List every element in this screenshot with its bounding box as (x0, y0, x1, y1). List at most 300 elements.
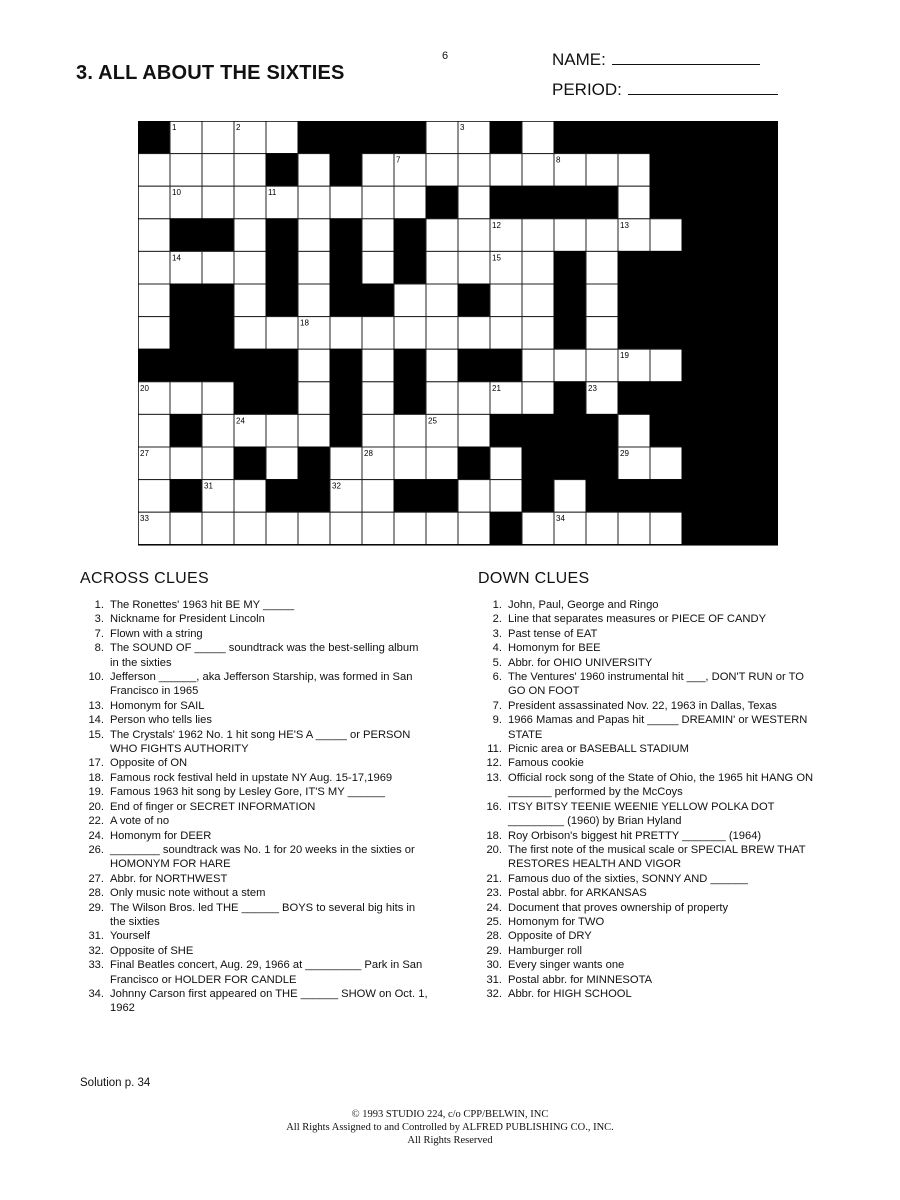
grid-cell[interactable] (522, 219, 554, 252)
grid-cell[interactable] (426, 121, 458, 154)
grid-block (650, 284, 682, 317)
clue-number: 2. (492, 613, 502, 626)
grid-block (554, 284, 586, 317)
grid-cell[interactable] (394, 284, 426, 317)
grid-cell[interactable] (266, 414, 298, 447)
clue-text: Hamburger roll (508, 944, 582, 957)
down-clue (478, 598, 818, 612)
across-clue (80, 958, 430, 987)
grid-cell[interactable] (330, 317, 362, 350)
grid-cell[interactable] (234, 251, 266, 284)
grid-block (554, 121, 586, 154)
grid-block (586, 414, 618, 447)
cell-number: 13 (620, 220, 629, 230)
grid-cell[interactable] (554, 219, 586, 252)
grid-cell[interactable] (170, 447, 202, 480)
across-clue (80, 598, 430, 612)
grid-cell[interactable] (586, 284, 618, 317)
grid-cell[interactable] (234, 284, 266, 317)
across-clue (80, 713, 430, 727)
grid-cell[interactable] (618, 414, 650, 447)
grid-cell[interactable] (586, 251, 618, 284)
clue-text: Johnny Carson first appeared on THE ______ SHOW on Oct. 1, 1962 (110, 987, 428, 1015)
across-clue (80, 670, 430, 699)
grid-block (234, 447, 266, 480)
grid-cell[interactable] (586, 219, 618, 252)
copyright-notice (0, 1108, 900, 1147)
grid-block (682, 219, 714, 252)
grid-cell[interactable] (650, 219, 682, 252)
grid-cell[interactable] (298, 186, 330, 219)
clue-text: End of finger or SECRET INFORMATION (110, 800, 316, 813)
grid-cell[interactable] (458, 512, 490, 545)
clue-number: 23. (486, 887, 502, 900)
clue-number: 9. (492, 714, 502, 727)
grid-cell[interactable] (426, 512, 458, 545)
down-clue (478, 656, 818, 670)
grid-cell[interactable] (298, 284, 330, 317)
grid-block (714, 154, 746, 187)
down-clue (478, 699, 818, 713)
grid-cell[interactable] (362, 219, 394, 252)
clue-text: Abbr. for NORTHWEST (110, 872, 228, 885)
grid-cell[interactable] (362, 251, 394, 284)
grid-cell[interactable] (138, 219, 170, 252)
grid-cell[interactable] (522, 512, 554, 545)
grid-cell[interactable] (426, 154, 458, 187)
across-clue (80, 829, 430, 843)
grid-cell[interactable] (394, 414, 426, 447)
grid-cell[interactable] (458, 480, 490, 513)
grid-block (458, 447, 490, 480)
grid-block (714, 382, 746, 415)
down-clue (478, 915, 818, 929)
grid-cell[interactable] (138, 414, 170, 447)
clue-number: 3. (94, 613, 104, 626)
down-clue-list (478, 598, 818, 1001)
grid-cell[interactable] (394, 512, 426, 545)
grid-block (234, 382, 266, 415)
grid-block (394, 251, 426, 284)
cell-number: 28 (364, 449, 373, 458)
grid-block (746, 186, 778, 219)
across-clue (80, 756, 430, 770)
down-clue (478, 771, 818, 800)
grid-block (170, 349, 202, 382)
grid-cell[interactable] (234, 219, 266, 252)
across-clue (80, 771, 430, 785)
grid-block (682, 447, 714, 480)
grid-cell[interactable] (362, 317, 394, 350)
grid-cell[interactable] (522, 349, 554, 382)
grid-block (714, 219, 746, 252)
clue-text: Official rock song of the State of Ohio, the 1965 hit HANG ON _______ performed by the McCoys (508, 771, 814, 799)
grid-cell[interactable] (138, 317, 170, 350)
grid-cell[interactable] (586, 512, 618, 545)
cell-number: 34 (556, 514, 565, 524)
grid-cell[interactable] (586, 349, 618, 382)
grid-block (170, 414, 202, 447)
grid-block (266, 349, 298, 382)
down-clue (478, 843, 818, 872)
grid-cell[interactable] (650, 349, 682, 382)
clue-number: 20. (486, 843, 502, 856)
clue-number: 13. (88, 699, 104, 712)
name-field[interactable] (552, 50, 760, 70)
grid-block (586, 480, 618, 513)
clue-number: 29. (88, 901, 104, 914)
clue-text: Postal abbr. for ARKANSAS (508, 887, 647, 900)
grid-block (202, 219, 234, 252)
grid-cell[interactable] (362, 414, 394, 447)
grid-cell[interactable] (202, 251, 234, 284)
clue-text: Only music note without a stem (110, 887, 266, 900)
down-clue (478, 612, 818, 626)
clue-text: The first note of the musical scale or SPECIAL BREW THAT RESTORES HEALTH AND VIGOR (508, 843, 806, 871)
clue-number: 34. (88, 987, 104, 1000)
grid-cell[interactable] (554, 349, 586, 382)
grid-block (554, 317, 586, 350)
clue-number: 25. (486, 915, 502, 928)
cell-number: 12 (492, 220, 501, 230)
grid-cell[interactable] (266, 512, 298, 545)
down-clue (478, 944, 818, 958)
grid-block (234, 349, 266, 382)
down-clue (478, 800, 818, 829)
grid-block (714, 512, 746, 545)
down-clues-section (478, 570, 818, 1001)
grid-block (202, 349, 234, 382)
clue-text: ________ soundtrack was No. 1 for 20 weeks in the sixties or HOMONYM FOR HARE (110, 843, 415, 871)
clue-text: Flown with a string (110, 627, 203, 640)
cell-number: 31 (204, 481, 213, 491)
clue-number: 3. (492, 627, 502, 640)
grid-cell[interactable] (394, 186, 426, 219)
grid-block (170, 219, 202, 252)
grid-cell[interactable] (138, 480, 170, 513)
across-heading: ACROSS CLUES (80, 570, 209, 587)
grid-cell[interactable] (426, 219, 458, 252)
grid-block (362, 121, 394, 154)
grid-block (714, 317, 746, 350)
grid-cell[interactable] (650, 512, 682, 545)
grid-cell[interactable] (298, 154, 330, 187)
grid-cell[interactable] (170, 154, 202, 187)
grid-cell[interactable] (394, 317, 426, 350)
grid-cell[interactable] (490, 284, 522, 317)
grid-block (682, 382, 714, 415)
down-clue (478, 872, 818, 886)
grid-cell[interactable] (138, 154, 170, 187)
grid-cell[interactable] (234, 480, 266, 513)
grid-cell[interactable] (458, 317, 490, 350)
across-clues-section (80, 570, 430, 1016)
grid-block (746, 284, 778, 317)
grid-cell[interactable] (586, 154, 618, 187)
grid-block (714, 186, 746, 219)
grid-cell[interactable] (522, 251, 554, 284)
clue-text: The Ronettes' 1963 hit BE MY _____ (110, 599, 295, 611)
grid-block (682, 121, 714, 154)
grid-cell[interactable] (618, 512, 650, 545)
grid-cell[interactable] (170, 512, 202, 545)
clue-text: Nickname for President Lincoln (110, 613, 265, 626)
cell-number: 27 (140, 449, 149, 458)
grid-block (746, 414, 778, 447)
grid-block (394, 349, 426, 382)
grid-block (266, 284, 298, 317)
clue-text: Postal abbr. for MINNESOTA (508, 973, 653, 986)
clue-number: 15. (88, 728, 104, 741)
down-clue (478, 901, 818, 915)
grid-cell[interactable] (202, 154, 234, 187)
name-blank-line[interactable] (612, 50, 760, 65)
grid-block (330, 284, 362, 317)
grid-block (650, 480, 682, 513)
grid-cell[interactable] (298, 382, 330, 415)
grid-block (746, 349, 778, 382)
grid-block (618, 480, 650, 513)
grid-cell[interactable] (586, 317, 618, 350)
clue-number: 24. (486, 901, 502, 914)
grid-block (746, 480, 778, 513)
clue-number: 14. (88, 714, 104, 727)
clue-text: Opposite of DRY (508, 930, 592, 943)
grid-cell[interactable] (426, 349, 458, 382)
grid-cell[interactable] (490, 447, 522, 480)
clue-number: 17. (88, 757, 104, 770)
grid-block (330, 414, 362, 447)
grid-block (682, 414, 714, 447)
grid-cell[interactable] (202, 512, 234, 545)
grid-cell[interactable] (458, 186, 490, 219)
grid-block (714, 349, 746, 382)
grid-block (714, 251, 746, 284)
grid-cell[interactable] (266, 317, 298, 350)
grid-block (298, 480, 330, 513)
grid-cell[interactable] (618, 186, 650, 219)
clue-text: Jefferson ______, aka Jefferson Starship, was formed in San Francisco in 1965 (110, 671, 413, 698)
grid-cell[interactable] (458, 219, 490, 252)
solution-reference: Solution p. 34 (80, 1077, 151, 1089)
grid-cell[interactable] (138, 284, 170, 317)
grid-cell[interactable] (298, 219, 330, 252)
clue-number: 21. (486, 872, 502, 885)
grid-cell[interactable] (458, 382, 490, 415)
clue-text: The Ventures' 1960 instrumental hit ___, DON'T RUN or TO GO ON FOOT (508, 671, 804, 698)
clue-text: Past tense of EAT (508, 627, 598, 640)
grid-cell[interactable] (330, 447, 362, 480)
grid-block (586, 186, 618, 219)
grid-block (362, 284, 394, 317)
grid-cell[interactable] (458, 414, 490, 447)
grid-cell[interactable] (362, 349, 394, 382)
clue-number: 32. (88, 944, 104, 957)
across-clue-list (80, 598, 430, 1016)
grid-cell[interactable] (234, 512, 266, 545)
clue-text: Famous cookie (508, 757, 584, 770)
copyright-line: All Rights Reserved (407, 1135, 493, 1146)
grid-block (650, 154, 682, 187)
grid-block (746, 251, 778, 284)
grid-block (618, 382, 650, 415)
grid-block (394, 382, 426, 415)
grid-block (458, 284, 490, 317)
clue-number: 12. (486, 757, 502, 770)
cell-number: 14 (172, 253, 181, 263)
grid-block (202, 317, 234, 350)
grid-cell[interactable] (362, 480, 394, 513)
clue-text: Famous 1963 hit song by Lesley Gore, IT'S MY ______ (110, 786, 385, 799)
across-clue (80, 872, 430, 886)
grid-cell[interactable] (522, 121, 554, 154)
grid-cell[interactable] (266, 447, 298, 480)
clue-text: Every singer wants one (508, 959, 625, 972)
grid-cell[interactable] (170, 382, 202, 415)
clue-text: Yourself (110, 930, 151, 943)
grid-cell[interactable] (490, 480, 522, 513)
grid-cell[interactable] (394, 447, 426, 480)
down-clue (478, 958, 818, 972)
grid-block (714, 121, 746, 154)
clue-text: The SOUND OF _____ soundtrack was the best-selling album in the sixties (110, 642, 419, 669)
grid-block (490, 512, 522, 545)
grid-block (554, 447, 586, 480)
clue-number: 32. (486, 987, 502, 1000)
cell-number: 2 (236, 123, 241, 132)
clue-number: 7. (492, 699, 502, 712)
grid-cell[interactable] (522, 382, 554, 415)
grid-block (394, 121, 426, 154)
grid-block (682, 251, 714, 284)
grid-block (746, 219, 778, 252)
grid-block (266, 382, 298, 415)
grid-cell[interactable] (202, 186, 234, 219)
clue-text: Document that proves ownership of property (508, 901, 729, 914)
grid-cell[interactable] (298, 349, 330, 382)
clue-text: John, Paul, George and Ringo (508, 599, 659, 611)
grid-cell[interactable] (298, 251, 330, 284)
grid-cell[interactable] (266, 121, 298, 154)
grid-cell[interactable] (362, 382, 394, 415)
grid-block (330, 121, 362, 154)
down-clue (478, 829, 818, 843)
down-clue (478, 742, 818, 756)
period-field[interactable] (552, 80, 778, 100)
down-clue (478, 756, 818, 770)
grid-cell[interactable] (138, 251, 170, 284)
grid-cell[interactable] (490, 154, 522, 187)
grid-block (682, 284, 714, 317)
clue-text: A vote of no (110, 815, 170, 828)
grid-cell[interactable] (298, 512, 330, 545)
grid-cell[interactable] (202, 447, 234, 480)
period-label: PERIOD: (552, 80, 622, 99)
clue-number: 22. (88, 815, 104, 828)
grid-block (714, 414, 746, 447)
grid-block (170, 480, 202, 513)
grid-cell[interactable] (426, 317, 458, 350)
across-clue (80, 627, 430, 641)
grid-block (746, 317, 778, 350)
grid-cell[interactable] (362, 186, 394, 219)
clue-number: 28. (486, 930, 502, 943)
grid-cell[interactable] (426, 382, 458, 415)
grid-block (138, 121, 170, 154)
across-clue (80, 728, 430, 757)
clue-text: Homonym for SAIL (110, 699, 205, 712)
clue-number: 28. (88, 887, 104, 900)
cell-number: 6 (332, 155, 337, 165)
grid-cell[interactable] (234, 317, 266, 350)
across-clue (80, 699, 430, 713)
grid-cell[interactable] (522, 284, 554, 317)
grid-cell[interactable] (298, 414, 330, 447)
period-blank-line[interactable] (628, 80, 778, 95)
grid-block (522, 414, 554, 447)
grid-cell[interactable] (138, 186, 170, 219)
clue-text: The Wilson Bros. led THE ______ BOYS to several big hits in the sixties (110, 901, 416, 928)
grid-cell[interactable] (202, 414, 234, 447)
grid-block (394, 219, 426, 252)
grid-block (330, 349, 362, 382)
grid-cell[interactable] (234, 186, 266, 219)
clue-number: 31. (88, 930, 104, 943)
across-clue (80, 886, 430, 900)
cell-number: 30 (748, 449, 757, 458)
cell-number: 29 (620, 449, 629, 458)
grid-block (650, 317, 682, 350)
grid-cell[interactable] (490, 317, 522, 350)
across-clue (80, 785, 430, 799)
cell-number: 9 (684, 155, 689, 165)
grid-cell[interactable] (522, 154, 554, 187)
clue-number: 31. (486, 973, 502, 986)
clue-number: 20. (88, 800, 104, 813)
grid-block (650, 414, 682, 447)
grid-cell[interactable] (426, 251, 458, 284)
copyright-line: All Rights Assigned to and Controlled by ALFRED PUBLISHING CO., INC. (286, 1122, 614, 1133)
cell-number: 24 (236, 416, 245, 426)
grid-block (650, 251, 682, 284)
cell-number: 25 (428, 416, 437, 426)
grid-cell[interactable] (458, 251, 490, 284)
grid-cell[interactable] (426, 447, 458, 480)
name-label: NAME: (552, 50, 606, 69)
grid-cell[interactable] (362, 154, 394, 187)
clue-text: The Crystals' 1962 No. 1 hit song HE'S A _____ or PERSON WHO FIGHTS AUTHORITY (110, 728, 411, 756)
clue-number: 18. (486, 829, 502, 842)
grid-cell[interactable] (234, 154, 266, 187)
grid-cell[interactable] (650, 447, 682, 480)
grid-cell[interactable] (362, 512, 394, 545)
crossword-grid[interactable] (138, 121, 778, 549)
across-clue (80, 929, 430, 943)
across-clue (80, 612, 430, 626)
grid-cell[interactable] (554, 480, 586, 513)
grid-cell[interactable] (330, 512, 362, 545)
grid-cell[interactable] (522, 317, 554, 350)
grid-cell[interactable] (426, 284, 458, 317)
grid-cell[interactable] (330, 186, 362, 219)
grid-block (138, 349, 170, 382)
grid-cell[interactable] (202, 121, 234, 154)
grid-cell[interactable] (618, 154, 650, 187)
grid-cell[interactable] (458, 154, 490, 187)
grid-cell[interactable] (202, 382, 234, 415)
grid-block (170, 317, 202, 350)
page-number: 6 (442, 50, 449, 62)
